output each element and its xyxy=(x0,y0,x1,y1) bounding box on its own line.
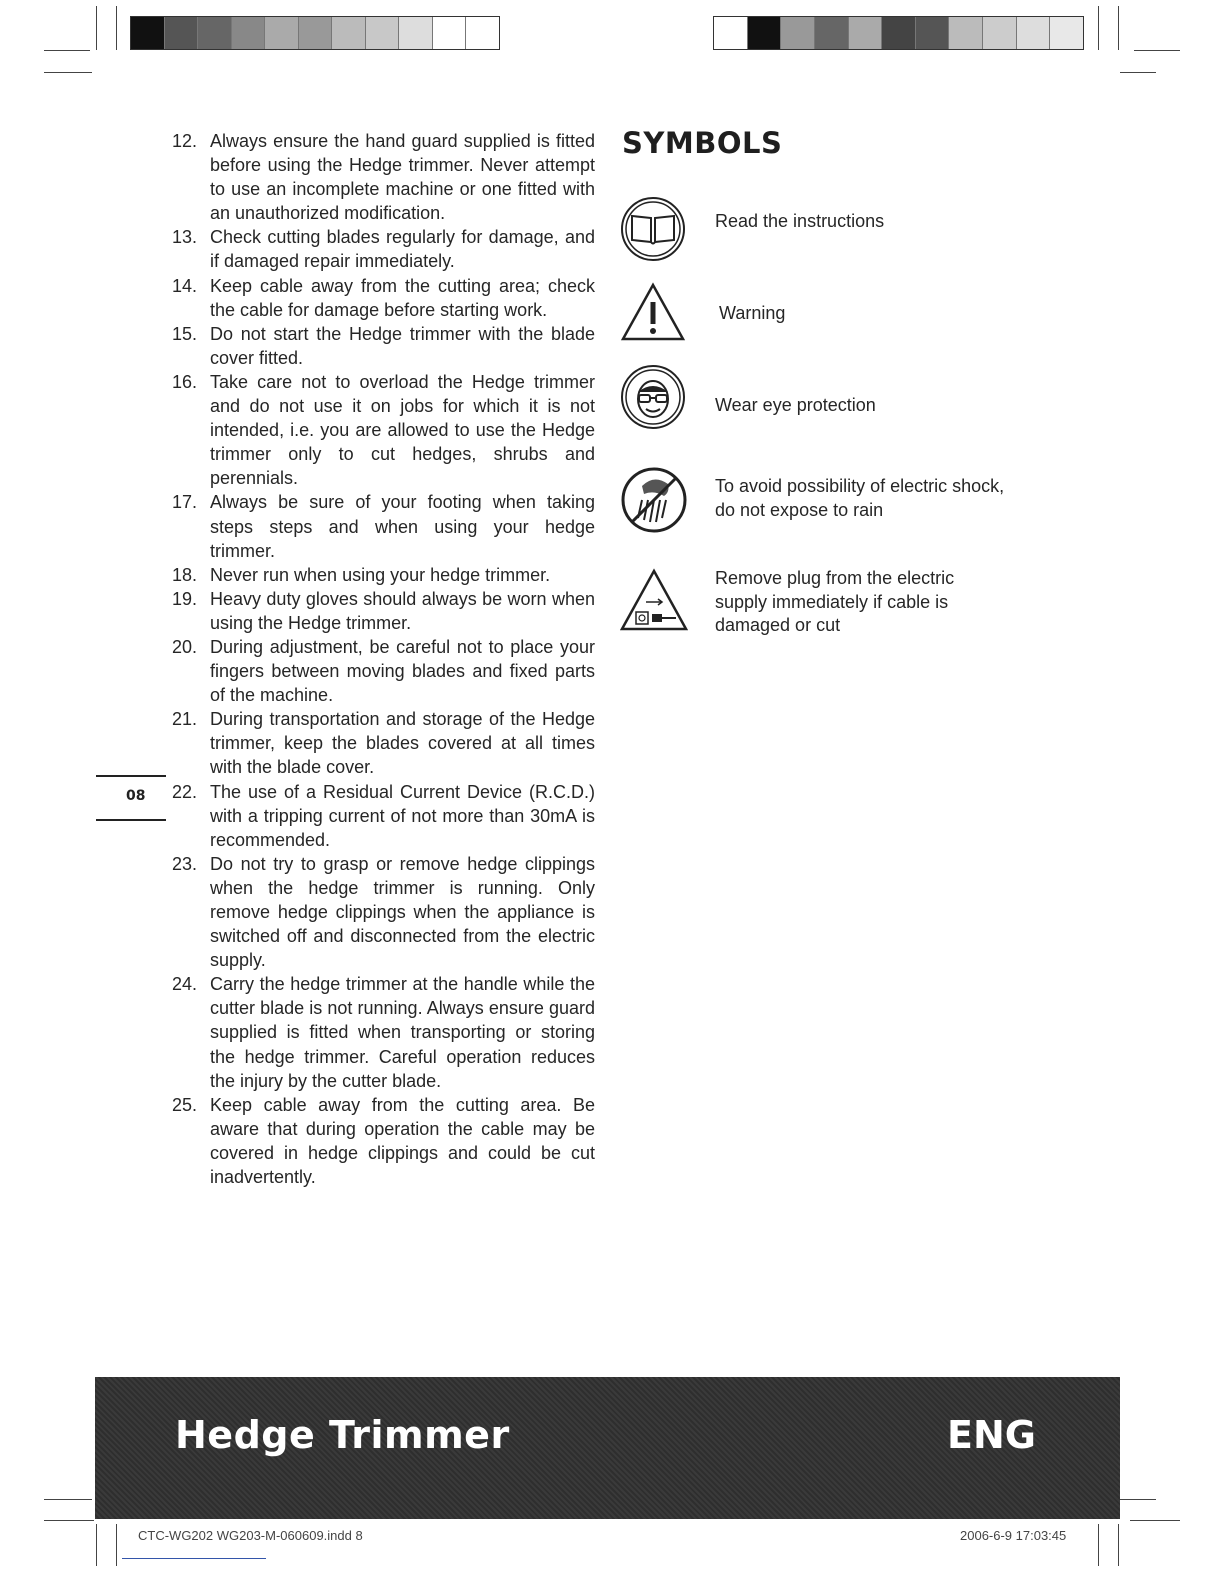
item-number: 23. xyxy=(172,853,198,874)
item-number: 12. xyxy=(172,131,198,151)
print-slug-file: CTC-WG202 WG203-M-060609.indd 8 xyxy=(138,1528,363,1543)
item-number: 19. xyxy=(172,588,198,609)
item-text: The use of a Residual Current Device (R.C.D.) with a tripping current of not more than 30mA is recommended. xyxy=(210,781,595,850)
list-item xyxy=(172,322,595,370)
item-text: Always be sure of your footing when taking steps steps and when using your hedge trimmer. xyxy=(210,492,595,561)
item-text: Check cutting blades regularly for damage, and if damaged repair immediately. xyxy=(210,227,595,272)
print-control-bar-right xyxy=(713,16,1084,50)
symbol-label: Warning xyxy=(719,303,786,323)
symbol-label: To avoid possibility of electric shock, do not expose to rain xyxy=(715,476,1005,520)
item-text: During transportation and storage of the Hedge trimmer, keep the blades covered at all times with the blade cover. xyxy=(210,709,595,778)
item-number: 24. xyxy=(172,974,198,995)
item-text: Carry the hedge trimmer at the handle while the cutter blade is not running. Always ensure guard supplied is fitted when transporting or storing the hedge trimmer. Careful operation reduces the injury by the cutter blade. xyxy=(210,974,595,1091)
item-number: 25. xyxy=(172,1094,198,1115)
list-item xyxy=(172,274,595,322)
print-slug-datetime: 2006-6-9 17:03:45 xyxy=(960,1528,1067,1543)
item-text: Heavy duty gloves should always be worn when using the Hedge trimmer. xyxy=(210,588,595,633)
item-text: Keep cable away from the cutting area. Be aware that during operation the cable may be covered in hedge clippings and could be cut inadvertently. xyxy=(210,1094,595,1188)
list-item xyxy=(172,370,595,490)
list-item xyxy=(172,129,595,225)
book-icon xyxy=(620,196,686,262)
list-item xyxy=(172,780,595,852)
language-code: ENG xyxy=(947,1413,1036,1457)
list-item xyxy=(172,563,595,587)
item-number: 14. xyxy=(172,275,198,296)
page-number-text: 08 xyxy=(126,788,146,804)
item-number: 16. xyxy=(172,371,198,392)
product-title: Hedge Trimmer xyxy=(175,1413,510,1457)
no-rain-icon xyxy=(620,466,688,534)
footer-banner xyxy=(95,1377,1120,1519)
item-text: Do not try to grasp or remove hedge clippings when the hedge trimmer is running. Only remove hedge clippings when the appliance is switched off and disconnected from the electric supply. xyxy=(210,853,595,971)
item-number: 21. xyxy=(172,709,198,730)
eye-protection-icon xyxy=(620,364,686,430)
list-item xyxy=(172,707,595,779)
item-text: Take care not to overload the Hedge trimmer and do not use it on jobs for which it is not intended, i.e. you are allowed to use the Hedge trimmer only to cut hedges, shrubs and perennials. xyxy=(210,371,595,489)
list-item xyxy=(172,587,595,635)
item-number: 13. xyxy=(172,227,198,248)
item-text: During adjustment, be careful not to place your fingers between moving blades and fixed parts of the machine. xyxy=(210,636,595,706)
symbol-label: Remove plug from the electric supply immediately if cable is damaged or cut xyxy=(715,568,955,635)
item-number: 17. xyxy=(172,492,198,513)
list-item xyxy=(172,972,595,1092)
print-control-bar-left xyxy=(130,16,500,50)
safety-instructions-list xyxy=(172,129,595,1189)
item-number: 22. xyxy=(172,781,198,802)
list-item xyxy=(172,1093,595,1189)
unplug-triangle-icon xyxy=(620,568,688,632)
page-number xyxy=(96,775,166,821)
item-number: 20. xyxy=(172,636,198,657)
item-number: 15. xyxy=(172,323,198,344)
list-item xyxy=(172,490,595,562)
list-item xyxy=(172,225,595,273)
item-number: 18. xyxy=(172,564,198,585)
item-text: Never run when using your hedge trimmer. xyxy=(210,564,551,585)
warning-triangle-icon xyxy=(620,282,686,342)
symbols-heading: SYMBOLS xyxy=(622,126,783,160)
symbol-label: Wear eye protection xyxy=(715,395,876,415)
item-text: Do not start the Hedge trimmer with the blade cover fitted. xyxy=(210,323,595,368)
symbol-label: Read the instructions xyxy=(715,211,885,231)
item-text: Keep cable away from the cutting area; check the cable for damage before starting work. xyxy=(210,275,595,320)
list-item xyxy=(172,852,595,972)
list-item xyxy=(172,635,595,707)
item-text: Always ensure the hand guard supplied is fitted before using the Hedge trimmer. Never attempt to use an incomplete machine or one fitted with an unauthorized modification. xyxy=(210,131,595,224)
